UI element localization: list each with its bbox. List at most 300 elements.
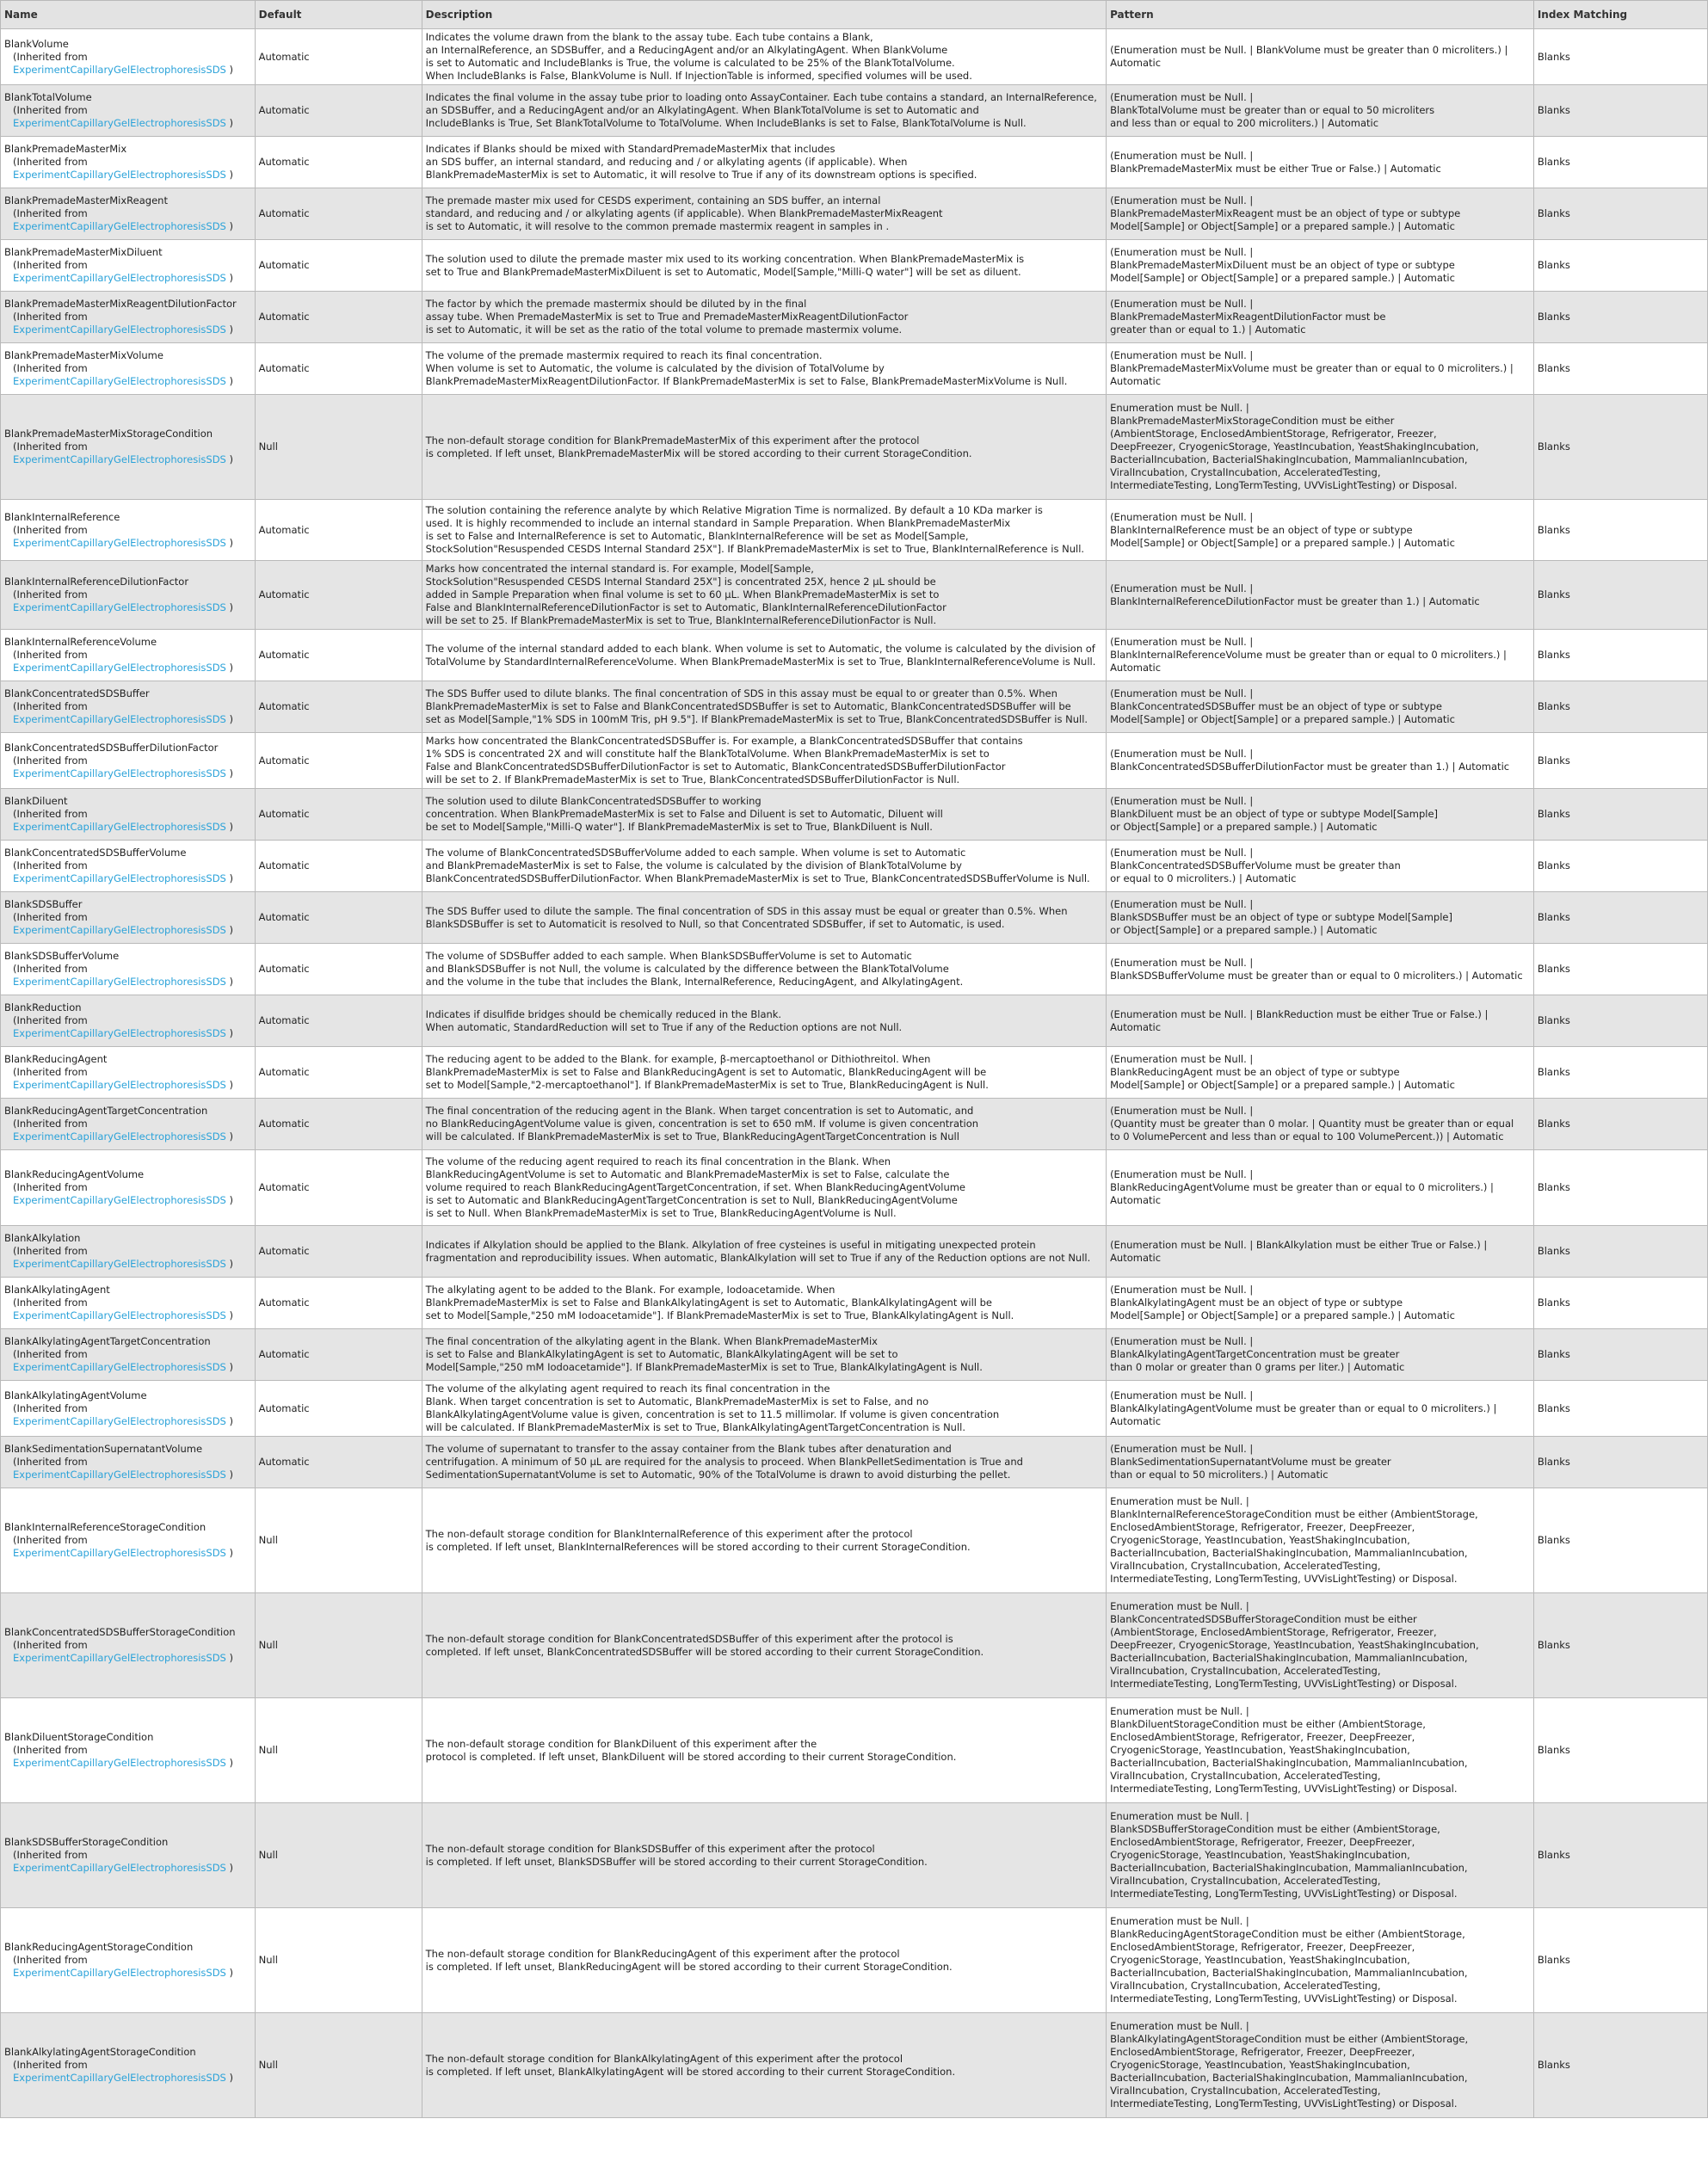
index-matching-cell: Blanks (1533, 561, 1707, 630)
inherited-suffix: ) (229, 1967, 234, 1979)
description-cell: The volume of the internal standard added to each blank. When volume is set to Automatic, the volume is calculated by the division of TotalVolume by StandardInternalReferenceVolume. When BlankPremadeMasterMix is set to True, BlankInternalReferenceVolume is Null. (422, 630, 1106, 681)
default-cell: Automatic (255, 944, 422, 995)
description-cell: The solution used to dilute the premade master mix used to its working concentration. When BlankPremadeMasterMix is set to True and BlankPremadeMasterMixDiluent is set to Automatic, Model[Sample,"Milli-Q water"] will be set as diluent. (422, 240, 1106, 292)
index-matching-cell: Blanks (1533, 995, 1707, 1047)
inherited-note (4, 362, 251, 388)
inherited-suffix: ) (229, 1027, 234, 1039)
index-matching-cell: Blanks (1533, 188, 1707, 240)
option-name-cell (1, 995, 256, 1047)
inherited-note (4, 1402, 251, 1428)
default-cell: Null (255, 1803, 422, 1908)
table-row (1, 1150, 1708, 1226)
table-row (1, 1099, 1708, 1150)
pattern-cell: (Enumeration must be Null. | BlankAlkylatingAgentVolume must be greater than or equal to 0 microliters.) | Automatic (1107, 1381, 1534, 1437)
table-row (1, 240, 1708, 292)
header-name: Name (1, 1, 256, 29)
index-matching-cell: Blanks (1533, 500, 1707, 561)
default-cell: Automatic (255, 1226, 422, 1278)
inherited-prefix: (Inherited from (13, 311, 88, 323)
inherited-suffix: ) (229, 1079, 234, 1091)
table-row (1, 2013, 1708, 2118)
inherited-prefix: (Inherited from (13, 1456, 88, 1468)
inherited-note (4, 156, 251, 182)
inherited-link[interactable]: ExperimentCapillaryGelElectrophoresisSDS (13, 713, 226, 725)
pattern-cell: (Enumeration must be Null. | BlankPremadeMasterMixReagent must be an object of type or subtype Model[Sample] or Object[Sample] or a prepared sample.) | Automatic (1107, 188, 1534, 240)
inherited-suffix: ) (229, 1757, 234, 1769)
inherited-link[interactable]: ExperimentCapillaryGelElectrophoresisSDS (13, 1414, 226, 1427)
default-cell: Null (255, 1698, 422, 1803)
table-row (1, 630, 1708, 681)
inherited-link[interactable]: ExperimentCapillaryGelElectrophoresisSDS (13, 1967, 226, 1979)
default-cell: Automatic (255, 630, 422, 681)
pattern-cell: (Enumeration must be Null. | BlankVolume must be greater than 0 microliters.) | Automatic (1107, 29, 1534, 85)
pattern-cell: (Enumeration must be Null. | BlankInternalReferenceDilutionFactor must be greater than 1.) | Automatic (1107, 561, 1534, 630)
option-name: BlankPremadeMasterMixVolume (4, 349, 163, 361)
inherited-link[interactable]: ExperimentCapillaryGelElectrophoresisSDS (13, 1652, 226, 1664)
default-cell: Automatic (255, 1047, 422, 1099)
inherited-link[interactable]: ExperimentCapillaryGelElectrophoresisSDS (13, 1079, 226, 1091)
option-name: BlankAlkylatingAgentStorageCondition (4, 2046, 196, 2058)
inherited-note (4, 911, 251, 937)
pattern-cell: Enumeration must be Null. | BlankReducingAgentStorageCondition must be either (AmbientStorage, EnclosedAmbientStorage, Refrigerator, Freezer, DeepFreezer, CryogenicStorage, YeastIncubation, YeastShakingIncubation, BacterialIncubation, BacterialShakingIncubation, MammalianIncubation, ViralIncubation, CrystalIncubation, AcceleratedTesting, IntermediateTesting, LongTermTesting, UVVisLightTesting) or Disposal. (1107, 1908, 1534, 2013)
option-name-cell (1, 1593, 256, 1698)
index-matching-cell: Blanks (1533, 29, 1707, 85)
option-name-cell (1, 85, 256, 137)
inherited-suffix: ) (229, 2072, 234, 2084)
inherited-link[interactable]: ExperimentCapillaryGelElectrophoresisSDS (13, 1258, 226, 1270)
option-name: BlankSDSBufferVolume (4, 950, 120, 962)
inherited-link[interactable]: ExperimentCapillaryGelElectrophoresisSDS (13, 272, 226, 284)
inherited-prefix: (Inherited from (13, 649, 88, 661)
description-cell: The SDS Buffer used to dilute the sample. The final concentration of SDS in this assay must be equal or greater than 0.5%. When BlankSDSBuffer is set to Automaticit is resolved to Null, so that Concentrated SDSBuffer, if set to Automatic, is used. (422, 892, 1106, 944)
option-name: BlankInternalReferenceDilutionFactor (4, 576, 189, 588)
pattern-cell: (Enumeration must be Null. | BlankReducingAgentVolume must be greater than or equal to 0 microliters.) | Automatic (1107, 1150, 1534, 1226)
inherited-link[interactable]: ExperimentCapillaryGelElectrophoresisSDS (13, 1309, 226, 1321)
option-name: BlankDiluentStorageCondition (4, 1731, 154, 1743)
description-cell: Marks how concentrated the BlankConcentratedSDSBuffer is. For example, a BlankConcentratedSDSBuffer that contains 1% SDS is concentrated 2X and will constitute half the BlankTotalVolume. When BlankPremadeMasterMix is set to False and BlankConcentratedSDSBufferDilutionFactor is set to Automatic, BlankConcentratedSDSBufferDilutionFactor will be set to 2. If BlankPremadeMasterMix is set to True, BlankConcentratedSDSBufferDilutionFactor is Null. (422, 733, 1106, 789)
table-row (1, 1803, 1708, 1908)
inherited-prefix: (Inherited from (13, 1639, 88, 1651)
index-matching-cell: Blanks (1533, 2013, 1707, 2118)
inherited-prefix: (Inherited from (13, 207, 88, 219)
inherited-link[interactable]: ExperimentCapillaryGelElectrophoresisSDS (13, 601, 226, 613)
default-cell: Null (255, 2013, 422, 2118)
inherited-note (4, 2059, 251, 2085)
description-cell: The volume of BlankConcentratedSDSBufferVolume added to each sample. When volume is set to Automatic and BlankPremadeMasterMix is set to False, the volume is calculated by the division of BlankTotalVolume by BlankConcentratedSDSBufferDilutionFactor. When BlankPremadeMasterMix is set to True, BlankConcentratedSDSBufferVolume is Null. (422, 841, 1106, 892)
option-name: BlankReducingAgentTargetConcentration (4, 1105, 208, 1117)
description-cell: The SDS Buffer used to dilute blanks. The final concentration of SDS in this assay must be equal to or greater than 0.5%. When BlankPremadeMasterMix is set to False and BlankConcentratedSDSBuffer is set to Automatic, BlankConcentratedSDSBuffer will be set as Model[Sample,"1% SDS in 100mM Tris, pH 9.5"]. If BlankPremadeMasterMix is set to True, BlankConcentratedSDSBuffer is Null. (422, 681, 1106, 733)
default-cell: Automatic (255, 841, 422, 892)
option-name: BlankVolume (4, 37, 69, 50)
inherited-note (4, 524, 251, 550)
table-row (1, 561, 1708, 630)
option-name-cell (1, 1226, 256, 1278)
pattern-cell: (Enumeration must be Null. | BlankSDSBufferVolume must be greater than or equal to 0 microliters.) | Automatic (1107, 944, 1534, 995)
description-cell: The final concentration of the reducing agent in the Blank. When target concentration is set to Automatic, and no BlankReducingAgentVolume value is given, concentration is set to 650 mM. If volume is given concentration will be calculated. If BlankPremadeMasterMix is set to True, BlankReducingAgentTargetConcentration is Null (422, 1099, 1106, 1150)
inherited-suffix: ) (229, 821, 234, 833)
inherited-note (4, 859, 251, 885)
pattern-cell: (Enumeration must be Null. | BlankConcentratedSDSBuffer must be an object of type or subtype Model[Sample] or Object[Sample] or a prepared sample.) | Automatic (1107, 681, 1534, 733)
inherited-prefix: (Inherited from (13, 859, 88, 872)
table-row (1, 1488, 1708, 1593)
option-name: BlankPremadeMasterMixReagent (4, 194, 168, 206)
option-name-cell (1, 292, 256, 343)
inherited-prefix: (Inherited from (13, 808, 88, 820)
inherited-suffix: ) (229, 536, 234, 549)
option-name: BlankPremadeMasterMix (4, 143, 127, 155)
index-matching-cell: Blanks (1533, 733, 1707, 789)
option-name: BlankInternalReferenceStorageCondition (4, 1521, 207, 1533)
option-name-cell (1, 561, 256, 630)
option-name-cell (1, 343, 256, 395)
description-cell: The non-default storage condition for BlankSDSBuffer of this experiment after the protocol is completed. If left unset, BlankSDSBuffer will be stored according to their current StorageCondition. (422, 1803, 1106, 1908)
inherited-suffix: ) (229, 323, 234, 336)
index-matching-cell: Blanks (1533, 240, 1707, 292)
pattern-cell: (Enumeration must be Null. | BlankSedimentationSupernatantVolume must be greater than or equal to 50 microliters.) | Automatic (1107, 1437, 1534, 1488)
inherited-link[interactable]: ExperimentCapillaryGelElectrophoresisSDS (13, 536, 226, 549)
option-name-cell (1, 240, 256, 292)
default-cell: Null (255, 1593, 422, 1698)
description-cell: The non-default storage condition for BlankReducingAgent of this experiment after the protocol is completed. If left unset, BlankReducingAgent will be stored according to their current StorageCondition. (422, 1908, 1106, 2013)
index-matching-cell: Blanks (1533, 1099, 1707, 1150)
option-name: BlankAlkylation (4, 1232, 81, 1244)
inherited-suffix: ) (229, 1258, 234, 1270)
index-matching-cell: Blanks (1533, 892, 1707, 944)
option-name-cell (1, 1698, 256, 1803)
pattern-cell: (Enumeration must be Null. | BlankSDSBuffer must be an object of type or subtype Model[Sample] or Object[Sample] or a prepared sample.) | Automatic (1107, 892, 1534, 944)
default-cell: Automatic (255, 1329, 422, 1381)
inherited-link[interactable]: ExperimentCapillaryGelElectrophoresisSDS (13, 375, 226, 387)
inherited-prefix: (Inherited from (13, 1744, 88, 1756)
pattern-cell: (Enumeration must be Null. | BlankPremadeMasterMixReagentDilutionFactor must be greater than or equal to 1.) | Automatic (1107, 292, 1534, 343)
description-cell: The factor by which the premade mastermix should be diluted by in the final assay tube. When PremadeMasterMix is set to True and PremadeMasterMixReagentDilutionFactor is set to Automatic, it will be set as the ratio of the total volume to premade mastermix volume. (422, 292, 1106, 343)
index-matching-cell: Blanks (1533, 85, 1707, 137)
inherited-prefix: (Inherited from (13, 362, 88, 374)
inherited-suffix: ) (229, 924, 234, 936)
description-cell: The volume of the premade mastermix required to reach its final concentration. When volume is set to Automatic, the volume is calculated by the division of TotalVolume by BlankPremadeMasterMixReagentDilutionFactor. If BlankPremadeMasterMix is set to False, BlankPremadeMasterMixVolume is Null. (422, 343, 1106, 395)
inherited-suffix: ) (229, 872, 234, 884)
inherited-note (4, 1744, 251, 1770)
header-row (1, 1, 1708, 29)
table-row (1, 1593, 1708, 1698)
table-row (1, 137, 1708, 188)
inherited-link[interactable]: ExperimentCapillaryGelElectrophoresisSDS (13, 821, 226, 833)
option-name-cell (1, 1329, 256, 1381)
option-name: BlankConcentratedSDSBufferVolume (4, 847, 187, 859)
pattern-cell: (Enumeration must be Null. | BlankDiluent must be an object of type or subtype Model[Sample] or Object[Sample] or a prepared sample.) | Automatic (1107, 789, 1534, 841)
option-name: BlankTotalVolume (4, 91, 92, 103)
option-name-cell (1, 630, 256, 681)
option-name-cell (1, 500, 256, 561)
pattern-cell: Enumeration must be Null. | BlankAlkylatingAgentStorageCondition must be either (AmbientStorage, EnclosedAmbientStorage, Refrigerator, Freezer, DeepFreezer, CryogenicStorage, YeastIncubation, YeastShakingIncubation, BacterialIncubation, BacterialShakingIncubation, MammalianIncubation, ViralIncubation, CrystalIncubation, AcceleratedTesting, IntermediateTesting, LongTermTesting, UVVisLightTesting) or Disposal. (1107, 2013, 1534, 2118)
inherited-link[interactable]: ExperimentCapillaryGelElectrophoresisSDS (13, 2072, 226, 2084)
description-cell: The non-default storage condition for BlankPremadeMasterMix of this experiment after the protocol is completed. If left unset, BlankPremadeMasterMix will be stored according to their current StorageCondition. (422, 395, 1106, 500)
default-cell: Automatic (255, 1278, 422, 1329)
inherited-prefix: (Inherited from (13, 700, 88, 712)
inherited-suffix: ) (229, 1469, 234, 1481)
index-matching-cell: Blanks (1533, 1047, 1707, 1099)
inherited-link[interactable]: ExperimentCapillaryGelElectrophoresisSDS (13, 872, 226, 884)
inherited-link[interactable]: ExperimentCapillaryGelElectrophoresisSDS (13, 1862, 226, 1874)
inherited-suffix: ) (229, 272, 234, 284)
table-row (1, 995, 1708, 1047)
inherited-prefix: (Inherited from (13, 259, 88, 271)
inherited-note (4, 963, 251, 989)
table-row (1, 1329, 1708, 1381)
inherited-prefix: (Inherited from (13, 1401, 88, 1414)
inherited-prefix: (Inherited from (13, 50, 88, 63)
inherited-note (4, 1297, 251, 1322)
option-name: BlankConcentratedSDSBufferDilutionFactor (4, 741, 219, 754)
option-name-cell (1, 1047, 256, 1099)
inherited-link[interactable]: ExperimentCapillaryGelElectrophoresisSDS (13, 220, 226, 232)
pattern-cell: (Enumeration must be Null. | BlankInternalReference must be an object of type or subtype Model[Sample] or Object[Sample] or a prepared sample.) | Automatic (1107, 500, 1534, 561)
inherited-prefix: (Inherited from (13, 1118, 88, 1130)
inherited-note (4, 1534, 251, 1560)
pattern-cell: (Enumeration must be Null. | BlankConcentratedSDSBufferVolume must be greater than or equal to 0 microliters.) | Automatic (1107, 841, 1534, 892)
inherited-note (4, 1954, 251, 1980)
inherited-suffix: ) (229, 1361, 234, 1373)
description-cell: The premade master mix used for CESDS experiment, containing an SDS buffer, an internal standard, and reducing and / or alkylating agents (if applicable). When BlankPremadeMasterMixReagent is set to Automatic, it will resolve to the common premade mastermix reagent in samples in . (422, 188, 1106, 240)
option-name-cell (1, 395, 256, 500)
option-name-cell (1, 2013, 256, 2118)
table-row (1, 292, 1708, 343)
pattern-cell: (Enumeration must be Null. | BlankAlkylatingAgent must be an object of type or subtype Model[Sample] or Object[Sample] or a prepared sample.) | Automatic (1107, 1278, 1534, 1329)
description-cell: The non-default storage condition for BlankAlkylatingAgent of this experiment after the protocol is completed. If left unset, BlankAlkylatingAgent will be stored according to their current StorageCondition. (422, 2013, 1106, 2118)
option-name-cell (1, 29, 256, 85)
inherited-suffix: ) (229, 63, 234, 76)
index-matching-cell: Blanks (1533, 1488, 1707, 1593)
table-row (1, 1278, 1708, 1329)
description-cell: The non-default storage condition for BlankInternalReference of this experiment after the protocol is completed. If left unset, BlankInternalReferences will be stored according to their current StorageCondition. (422, 1488, 1106, 1593)
inherited-suffix: ) (229, 453, 234, 465)
inherited-suffix: ) (229, 976, 234, 988)
table-row (1, 1698, 1708, 1803)
inherited-link[interactable]: ExperimentCapillaryGelElectrophoresisSDS (13, 662, 226, 674)
inherited-note (4, 1014, 251, 1040)
inherited-suffix: ) (229, 375, 234, 387)
inherited-note (4, 1245, 251, 1271)
table-row (1, 1908, 1708, 2013)
inherited-prefix: (Inherited from (13, 523, 88, 536)
inherited-link[interactable]: ExperimentCapillaryGelElectrophoresisSDS (13, 1130, 226, 1143)
option-name: BlankInternalReference (4, 510, 120, 523)
default-cell: Automatic (255, 561, 422, 630)
inherited-note (4, 104, 251, 130)
option-name-cell (1, 1908, 256, 2013)
pattern-cell: (Enumeration must be Null. | BlankAlkylatingAgentTargetConcentration must be greater than 0 molar or greater than 0 grams per liter.) | Automatic (1107, 1329, 1534, 1381)
table-row (1, 944, 1708, 995)
inherited-suffix: ) (229, 1547, 234, 1559)
default-cell: Automatic (255, 1381, 422, 1437)
pattern-cell: (Enumeration must be Null. | BlankReduction must be either True or False.) | Automatic (1107, 995, 1534, 1047)
option-name-cell (1, 1099, 256, 1150)
inherited-suffix: ) (229, 1130, 234, 1143)
option-name: BlankReducingAgentStorageCondition (4, 1941, 194, 1953)
option-name-cell (1, 892, 256, 944)
inherited-suffix: ) (229, 1652, 234, 1664)
default-cell: Automatic (255, 500, 422, 561)
pattern-cell: (Enumeration must be Null. | BlankTotalVolume must be greater than or equal to 50 microliters and less than or equal to 200 microliters.) | Automatic (1107, 85, 1534, 137)
table-row (1, 1226, 1708, 1278)
option-name-cell (1, 944, 256, 995)
header-default: Default (255, 1, 422, 29)
inherited-suffix: ) (229, 713, 234, 725)
inherited-prefix: (Inherited from (13, 1066, 88, 1078)
index-matching-cell: Blanks (1533, 1150, 1707, 1226)
description-cell: Marks how concentrated the internal standard is. For example, Model[Sample, StockSolution"Resuspended CESDS Internal Standard 25X"] is concentrated 25X, hence 2 μL should be added in Sample Preparation when final volume is set to 60 μL. When BlankPremadeMasterMix is set to False and BlankInternalReferenceDilutionFactor is set to Automatic, BlankInternalReferenceDilutionFactor will be set to 25. If BlankPremadeMasterMix is set to True, BlankInternalReferenceDilutionFactor is Null. (422, 561, 1106, 630)
option-name: BlankInternalReferenceVolume (4, 636, 157, 648)
inherited-note (4, 1639, 251, 1665)
description-cell: The solution containing the reference analyte by which Relative Migration Time is normalized. By default a 10 KDa marker is used. It is highly recommended to include an internal standard in Sample Preparation. When BlankPremadeMasterMix is set to False and InternalReference is set to Automatic, BlankInternalReference will be set as Model[Sample, StockSolution"Resuspended CESDS Internal Standard 25X"]. If BlankPremadeMasterMix is set to True, BlankInternalReference is Null. (422, 500, 1106, 561)
inherited-note (4, 1849, 251, 1875)
pattern-cell: (Enumeration must be Null. | BlankAlkylation must be either True or False.) | Automatic (1107, 1226, 1534, 1278)
option-name-cell (1, 1437, 256, 1488)
inherited-prefix: (Inherited from (13, 911, 88, 923)
pattern-cell: (Enumeration must be Null. | BlankReducingAgent must be an object of type or subtype Model[Sample] or Object[Sample] or a prepared sample.) | Automatic (1107, 1047, 1534, 1099)
table-row (1, 29, 1708, 85)
table-row (1, 395, 1708, 500)
inherited-link[interactable]: ExperimentCapillaryGelElectrophoresisSDS (13, 1361, 226, 1373)
index-matching-cell: Blanks (1533, 343, 1707, 395)
index-matching-cell: Blanks (1533, 292, 1707, 343)
inherited-prefix: (Inherited from (13, 1297, 88, 1309)
default-cell: Automatic (255, 733, 422, 789)
inherited-prefix: (Inherited from (13, 1849, 88, 1861)
inherited-prefix: (Inherited from (13, 440, 88, 453)
inherited-link[interactable]: ExperimentCapillaryGelElectrophoresisSDS (13, 323, 226, 336)
option-name-cell (1, 1381, 256, 1437)
description-cell: The volume of the alkylating agent required to reach its final concentration in the Blank. When target concentration is set to Automatic, BlankPremadeMasterMix is set to False, and no BlankAlkylatingAgentVolume value is given, concentration is set to 11.5 millimolar. If volume is given concentration will be calculated. If BlankPremadeMasterMix is set to True, BlankAlkylatingAgentTargetConcentration is Null. (422, 1381, 1106, 1437)
inherited-suffix: ) (229, 1862, 234, 1874)
index-matching-cell: Blanks (1533, 630, 1707, 681)
inherited-prefix: (Inherited from (13, 1181, 88, 1193)
option-name: BlankSedimentationSupernatantVolume (4, 1443, 203, 1455)
default-cell: Null (255, 395, 422, 500)
option-name: BlankSDSBuffer (4, 898, 83, 910)
default-cell: Automatic (255, 1150, 422, 1226)
pattern-cell: Enumeration must be Null. | BlankInternalReferenceStorageCondition must be either (AmbientStorage, EnclosedAmbientStorage, Refrigerator, Freezer, DeepFreezer, CryogenicStorage, YeastIncubation, YeastShakingIncubation, BacterialIncubation, BacterialShakingIncubation, MammalianIncubation, ViralIncubation, CrystalIncubation, AcceleratedTesting, IntermediateTesting, LongTermTesting, UVVisLightTesting) or Disposal. (1107, 1488, 1534, 1593)
pattern-cell: (Enumeration must be Null. | BlankPremadeMasterMix must be either True or False.) | Automatic (1107, 137, 1534, 188)
default-cell: Automatic (255, 29, 422, 85)
inherited-note (4, 588, 251, 614)
inherited-link[interactable]: ExperimentCapillaryGelElectrophoresisSDS (13, 1547, 226, 1559)
description-cell: Indicates if disulfide bridges should be chemically reduced in the Blank. When automatic, StandardReduction will set to True if any of the Reduction options are not Null. (422, 995, 1106, 1047)
index-matching-cell: Blanks (1533, 1329, 1707, 1381)
inherited-link[interactable]: ExperimentCapillaryGelElectrophoresisSDS (13, 924, 226, 936)
description-cell: Indicates the volume drawn from the blank to the assay tube. Each tube contains a Blank, an InternalReference, an SDSBuffer, and a ReducingAgent and/or an AlkylatingAgent. When BlankVolume is set to Automatic and IncludeBlanks is True, the volume is calculated to be 25% of the BlankTotalVolume. When IncludeBlanks is False, BlankVolume is Null. If InjectionTable is informed, specified volumes will be used. (422, 29, 1106, 85)
description-cell: The volume of supernatant to transfer to the assay container from the Blank tubes after denaturation and centrifugation. A minimum of 50 μL are required for the analysis to proceed. When BlankPelletSedimentation is True and SedimentationSupernatantVolume is set to Automatic, 90% of the TotalVolume is drawn to avoid disturbing the pellet. (422, 1437, 1106, 1488)
option-name-cell (1, 681, 256, 733)
pattern-cell: (Enumeration must be Null. | BlankPremadeMasterMixDiluent must be an object of type or subtype Model[Sample] or Object[Sample] or a prepared sample.) | Automatic (1107, 240, 1534, 292)
inherited-note (4, 1181, 251, 1207)
index-matching-cell: Blanks (1533, 1278, 1707, 1329)
pattern-cell: (Enumeration must be Null. | BlankConcentratedSDSBufferDilutionFactor must be greater than 1.) | Automatic (1107, 733, 1534, 789)
default-cell: Automatic (255, 240, 422, 292)
inherited-note (4, 440, 251, 466)
option-name-cell (1, 1278, 256, 1329)
default-cell: Automatic (255, 343, 422, 395)
inherited-link[interactable]: ExperimentCapillaryGelElectrophoresisSDS (13, 767, 226, 779)
inherited-prefix: (Inherited from (13, 1534, 88, 1546)
index-matching-cell: Blanks (1533, 1226, 1707, 1278)
table-row (1, 733, 1708, 789)
default-cell: Null (255, 1488, 422, 1593)
inherited-prefix: (Inherited from (13, 104, 88, 116)
inherited-link[interactable]: ExperimentCapillaryGelElectrophoresisSDS (13, 169, 226, 181)
index-matching-cell: Blanks (1533, 1593, 1707, 1698)
index-matching-cell: Blanks (1533, 1803, 1707, 1908)
index-matching-cell: Blanks (1533, 137, 1707, 188)
description-cell: Indicates if Alkylation should be applied to the Blank. Alkylation of free cysteines is useful in mitigating unexpected protein fragmentation and reproducibility issues. When automatic, BlankAlkylation will set to True if any of the Reduction options are not Null. (422, 1226, 1106, 1278)
inherited-link[interactable]: ExperimentCapillaryGelElectrophoresisSDS (13, 117, 226, 129)
option-name: BlankConcentratedSDSBuffer (4, 687, 150, 699)
description-cell: The non-default storage condition for BlankConcentratedSDSBuffer of this experiment after the protocol is completed. If left unset, BlankConcentratedSDSBuffer will be stored according to their current StorageCondition. (422, 1593, 1106, 1698)
option-name: BlankReducingAgentVolume (4, 1168, 145, 1180)
option-name-cell (1, 1488, 256, 1593)
inherited-note (4, 755, 251, 780)
default-cell: Automatic (255, 292, 422, 343)
table-row (1, 1381, 1708, 1437)
inherited-link[interactable]: ExperimentCapillaryGelElectrophoresisSDS (13, 1469, 226, 1481)
inherited-note (4, 311, 251, 336)
header-description: Description (422, 1, 1106, 29)
index-matching-cell: Blanks (1533, 1908, 1707, 2013)
inherited-prefix: (Inherited from (13, 1245, 88, 1257)
table-row (1, 681, 1708, 733)
inherited-link[interactable]: ExperimentCapillaryGelElectrophoresisSDS (13, 1757, 226, 1769)
inherited-suffix: ) (229, 169, 234, 181)
option-name: BlankAlkylatingAgent (4, 1284, 110, 1296)
pattern-cell: (Enumeration must be Null. | BlankPremadeMasterMixVolume must be greater than or equal to 0 microliters.) | Automatic (1107, 343, 1534, 395)
inherited-note (4, 808, 251, 834)
inherited-prefix: (Inherited from (13, 1014, 88, 1026)
table-row (1, 892, 1708, 944)
default-cell: Automatic (255, 789, 422, 841)
default-cell: Automatic (255, 1099, 422, 1150)
inherited-link[interactable]: ExperimentCapillaryGelElectrophoresisSDS (13, 1027, 226, 1039)
default-cell: Automatic (255, 995, 422, 1047)
table-row (1, 188, 1708, 240)
inherited-prefix: (Inherited from (13, 2059, 88, 2071)
inherited-note (4, 1348, 251, 1374)
table-row (1, 841, 1708, 892)
pattern-cell: Enumeration must be Null. | BlankDiluentStorageCondition must be either (AmbientStorage, EnclosedAmbientStorage, Refrigerator, Freezer, DeepFreezer, CryogenicStorage, YeastIncubation, YeastShakingIncubation, BacterialIncubation, BacterialShakingIncubation, MammalianIncubation, ViralIncubation, CrystalIncubation, AcceleratedTesting, IntermediateTesting, LongTermTesting, UVVisLightTesting) or Disposal. (1107, 1698, 1534, 1803)
header-pattern: Pattern (1107, 1, 1534, 29)
inherited-suffix: ) (229, 601, 234, 613)
inherited-link[interactable]: ExperimentCapillaryGelElectrophoresisSDS (13, 1194, 226, 1206)
inherited-link[interactable]: ExperimentCapillaryGelElectrophoresisSDS (13, 453, 226, 465)
table-row (1, 1437, 1708, 1488)
inherited-note (4, 1066, 251, 1092)
inherited-link[interactable]: ExperimentCapillaryGelElectrophoresisSDS (13, 63, 226, 76)
inherited-link[interactable]: ExperimentCapillaryGelElectrophoresisSDS (13, 976, 226, 988)
option-name-cell (1, 1150, 256, 1226)
option-name: BlankSDSBufferStorageCondition (4, 1836, 169, 1848)
pattern-cell: Enumeration must be Null. | BlankSDSBufferStorageCondition must be either (AmbientStorage, EnclosedAmbientStorage, Refrigerator, Freezer, DeepFreezer, CryogenicStorage, YeastIncubation, YeastShakingIncubation, BacterialIncubation, BacterialShakingIncubation, MammalianIncubation, ViralIncubation, CrystalIncubation, AcceleratedTesting, IntermediateTesting, LongTermTesting, UVVisLightTesting) or Disposal. (1107, 1803, 1534, 1908)
option-name-cell (1, 841, 256, 892)
default-cell: Automatic (255, 137, 422, 188)
index-matching-cell: Blanks (1533, 395, 1707, 500)
inherited-prefix: (Inherited from (13, 963, 88, 975)
option-name: BlankPremadeMasterMixDiluent (4, 246, 163, 258)
index-matching-cell: Blanks (1533, 1381, 1707, 1437)
inherited-note (4, 1456, 251, 1481)
index-matching-cell: Blanks (1533, 1437, 1707, 1488)
table-row (1, 343, 1708, 395)
option-name: BlankPremadeMasterMixStorageCondition (4, 428, 213, 440)
inherited-suffix: ) (229, 1414, 234, 1427)
